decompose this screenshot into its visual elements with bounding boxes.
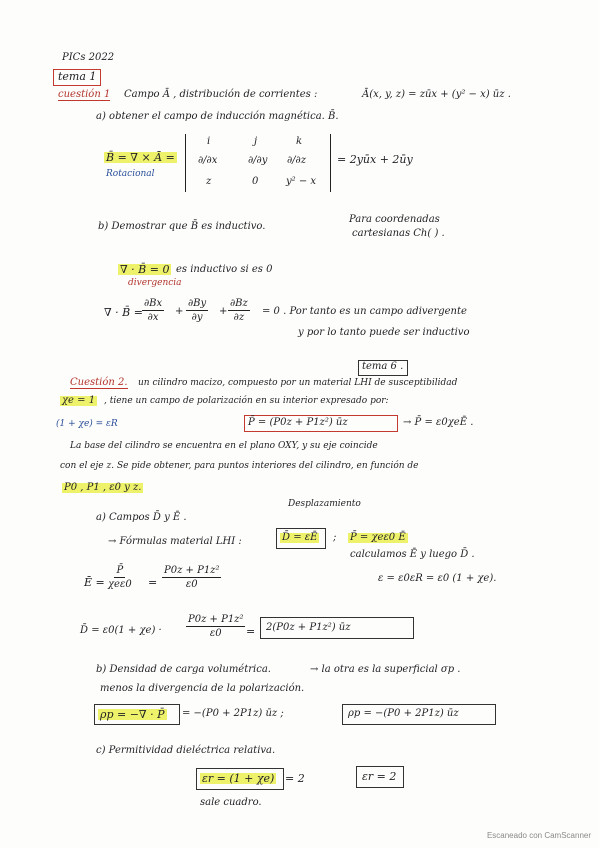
matrix-cell: ∂/∂x <box>198 155 218 166</box>
charge-density-definition: ρp = −∇ · P̄ <box>100 708 165 721</box>
problem-line3: La base del cilindro se encuentra en el plano OXY, y su eje coincide <box>70 441 378 451</box>
question1-label: cuestión 1 <box>58 89 111 100</box>
tema6-tag: tema 6 . <box>362 361 404 372</box>
divergence-lhs: ∇ · B̄ = <box>104 306 143 319</box>
problem-line5: P0 , P1 , ε0 y z. <box>64 482 142 493</box>
charge-density-calculation: = −(P0 + 2P1z) ūz ; <box>182 708 284 719</box>
calculation-note: calculamos Ē y luego D̄ . <box>350 549 475 560</box>
electric-field-fraction <box>108 565 132 590</box>
displacement-fraction <box>186 614 245 639</box>
page-header: PICs 2022 <box>62 52 115 63</box>
equals-sign: = <box>148 576 158 589</box>
result-note: sale cuadro. <box>200 797 262 808</box>
plus-sign: + <box>219 306 228 317</box>
fraction-denominator: ∂x <box>147 312 159 323</box>
scanner-watermark: Escaneado con CamScanner <box>486 831 591 840</box>
part-c-label: c) Permitividad dieléctrica relativa. <box>96 745 276 756</box>
partial-by-fraction <box>186 298 208 323</box>
separator: ; <box>333 532 337 543</box>
part-a-label: a) obtener el campo de inducción magnética. B̄. <box>96 111 339 122</box>
matrix-left-bar <box>185 134 186 192</box>
permittivity-relation: ε = ε0εR = ε0 (1 + χe). <box>378 573 497 584</box>
matrix-cell: 0 <box>252 176 259 187</box>
rotational-lhs: B̄ = ∇ × Ā = <box>106 151 175 164</box>
relative-permittivity-relation: (1 + χe) = εR <box>56 419 118 429</box>
part-a2-label: a) Campos D̄ y Ē . <box>96 512 187 523</box>
question2-label: Cuestión 2. <box>70 377 128 388</box>
charge-density-result: ρp = −(P0 + 2P1z) ūz <box>348 708 459 719</box>
matrix-cell: ∂/∂y <box>248 155 268 166</box>
relative-permittivity-result: εr = 2 <box>362 770 397 783</box>
matrix-cell: j <box>254 136 258 147</box>
electric-field-fraction-2 <box>162 565 221 590</box>
equals-sign: = <box>246 625 256 638</box>
coord-note-1: Para coordenadas <box>349 214 440 225</box>
matrix-right-bar <box>330 134 331 192</box>
question1-formula: Ā(x, y, z) = zūx + (y² − x) ūz . <box>362 89 511 100</box>
part-b-label: b) Demostrar que B̄ es inductivo. <box>98 221 266 232</box>
coord-note-2: cartesianas Ch( ) . <box>352 228 445 239</box>
matrix-cell: k <box>296 136 303 147</box>
fraction-denominator: ∂z <box>233 312 245 323</box>
polarization-definition: P̄ = (P0z + P1z²) ūz <box>248 417 348 428</box>
divergence-conclusion-2: y por lo tanto puede ser inductivo <box>298 327 470 338</box>
part-b2-line2: menos la divergencia de la polarización. <box>100 683 305 694</box>
question1-text: Campo Ā , distribución de corrientes : <box>124 89 318 100</box>
susceptibility-value: χe = 1 <box>62 395 96 406</box>
fraction-denominator: ε0 <box>209 628 222 639</box>
divergence-note: divergencia <box>128 278 182 288</box>
question2-line2: , tiene un campo de polarización en su interior expresado por: <box>104 396 389 406</box>
fraction-numerator: P0z + P1z² <box>164 565 220 576</box>
partial-bx-fraction <box>142 298 164 323</box>
fraction-denominator: χeε0 <box>108 579 132 590</box>
fraction-numerator: P̄ <box>116 565 124 576</box>
relative-permittivity-value: = 2 <box>285 772 305 785</box>
part-b2-label: b) Densidad de carga volumétrica. <box>96 664 271 675</box>
problem-line4: con el eje z. Se pide obtener, para puntos interiores del cilindro, en función de <box>60 461 419 471</box>
displacement-lhs: D̄ = ε0(1 + χe) · <box>80 625 162 636</box>
matrix-cell: ∂/∂z <box>287 155 306 166</box>
plus-sign: + <box>175 306 184 317</box>
displacement-result: 2(P0z + P1z²) ūz <box>266 622 351 633</box>
divergence-condition: ∇ · B̄ = 0 <box>120 263 170 276</box>
question2-line1: un cilindro macizo, compuesto por un material LHI de susceptibilidad <box>138 378 458 388</box>
polarization-formula: P̄ = χeε0 Ē <box>350 532 406 543</box>
displacement-note: Desplazamiento <box>288 499 361 509</box>
divergence-condition-text: es inductivo si es 0 <box>176 264 273 275</box>
tema1-tag: tema 1 <box>58 70 97 83</box>
partial-bz-fraction <box>228 298 250 323</box>
rotational-result: = 2yūx + 2ūy <box>337 153 413 166</box>
matrix-cell: z <box>206 176 212 187</box>
relative-permittivity-formula: εr = (1 + χe) <box>202 772 275 785</box>
lhi-formulas-text: → Fórmulas material LHI : <box>108 536 242 547</box>
fraction-denominator: ε0 <box>185 579 198 590</box>
fraction-numerator: ∂Bz <box>230 298 248 309</box>
matrix-cell: i <box>207 136 211 147</box>
fraction-numerator: ∂By <box>188 298 207 309</box>
fraction-numerator: P0z + P1z² <box>188 614 244 625</box>
fraction-denominator: ∂y <box>191 312 203 323</box>
displacement-formula: D̄ = εĒ <box>282 532 318 543</box>
divergence-conclusion: = 0 . Por tanto es un campo adivergente <box>262 306 467 317</box>
surface-charge-note: → la otra es la superficial σp . <box>310 664 461 675</box>
matrix-cell: y² − x <box>286 176 317 187</box>
rotational-note: Rotacional <box>106 169 155 179</box>
fraction-numerator: ∂Bx <box>144 298 163 309</box>
electric-field-lhs: Ē = <box>84 576 105 589</box>
polarization-relation: → P̄ = ε0χeĒ . <box>403 417 474 428</box>
